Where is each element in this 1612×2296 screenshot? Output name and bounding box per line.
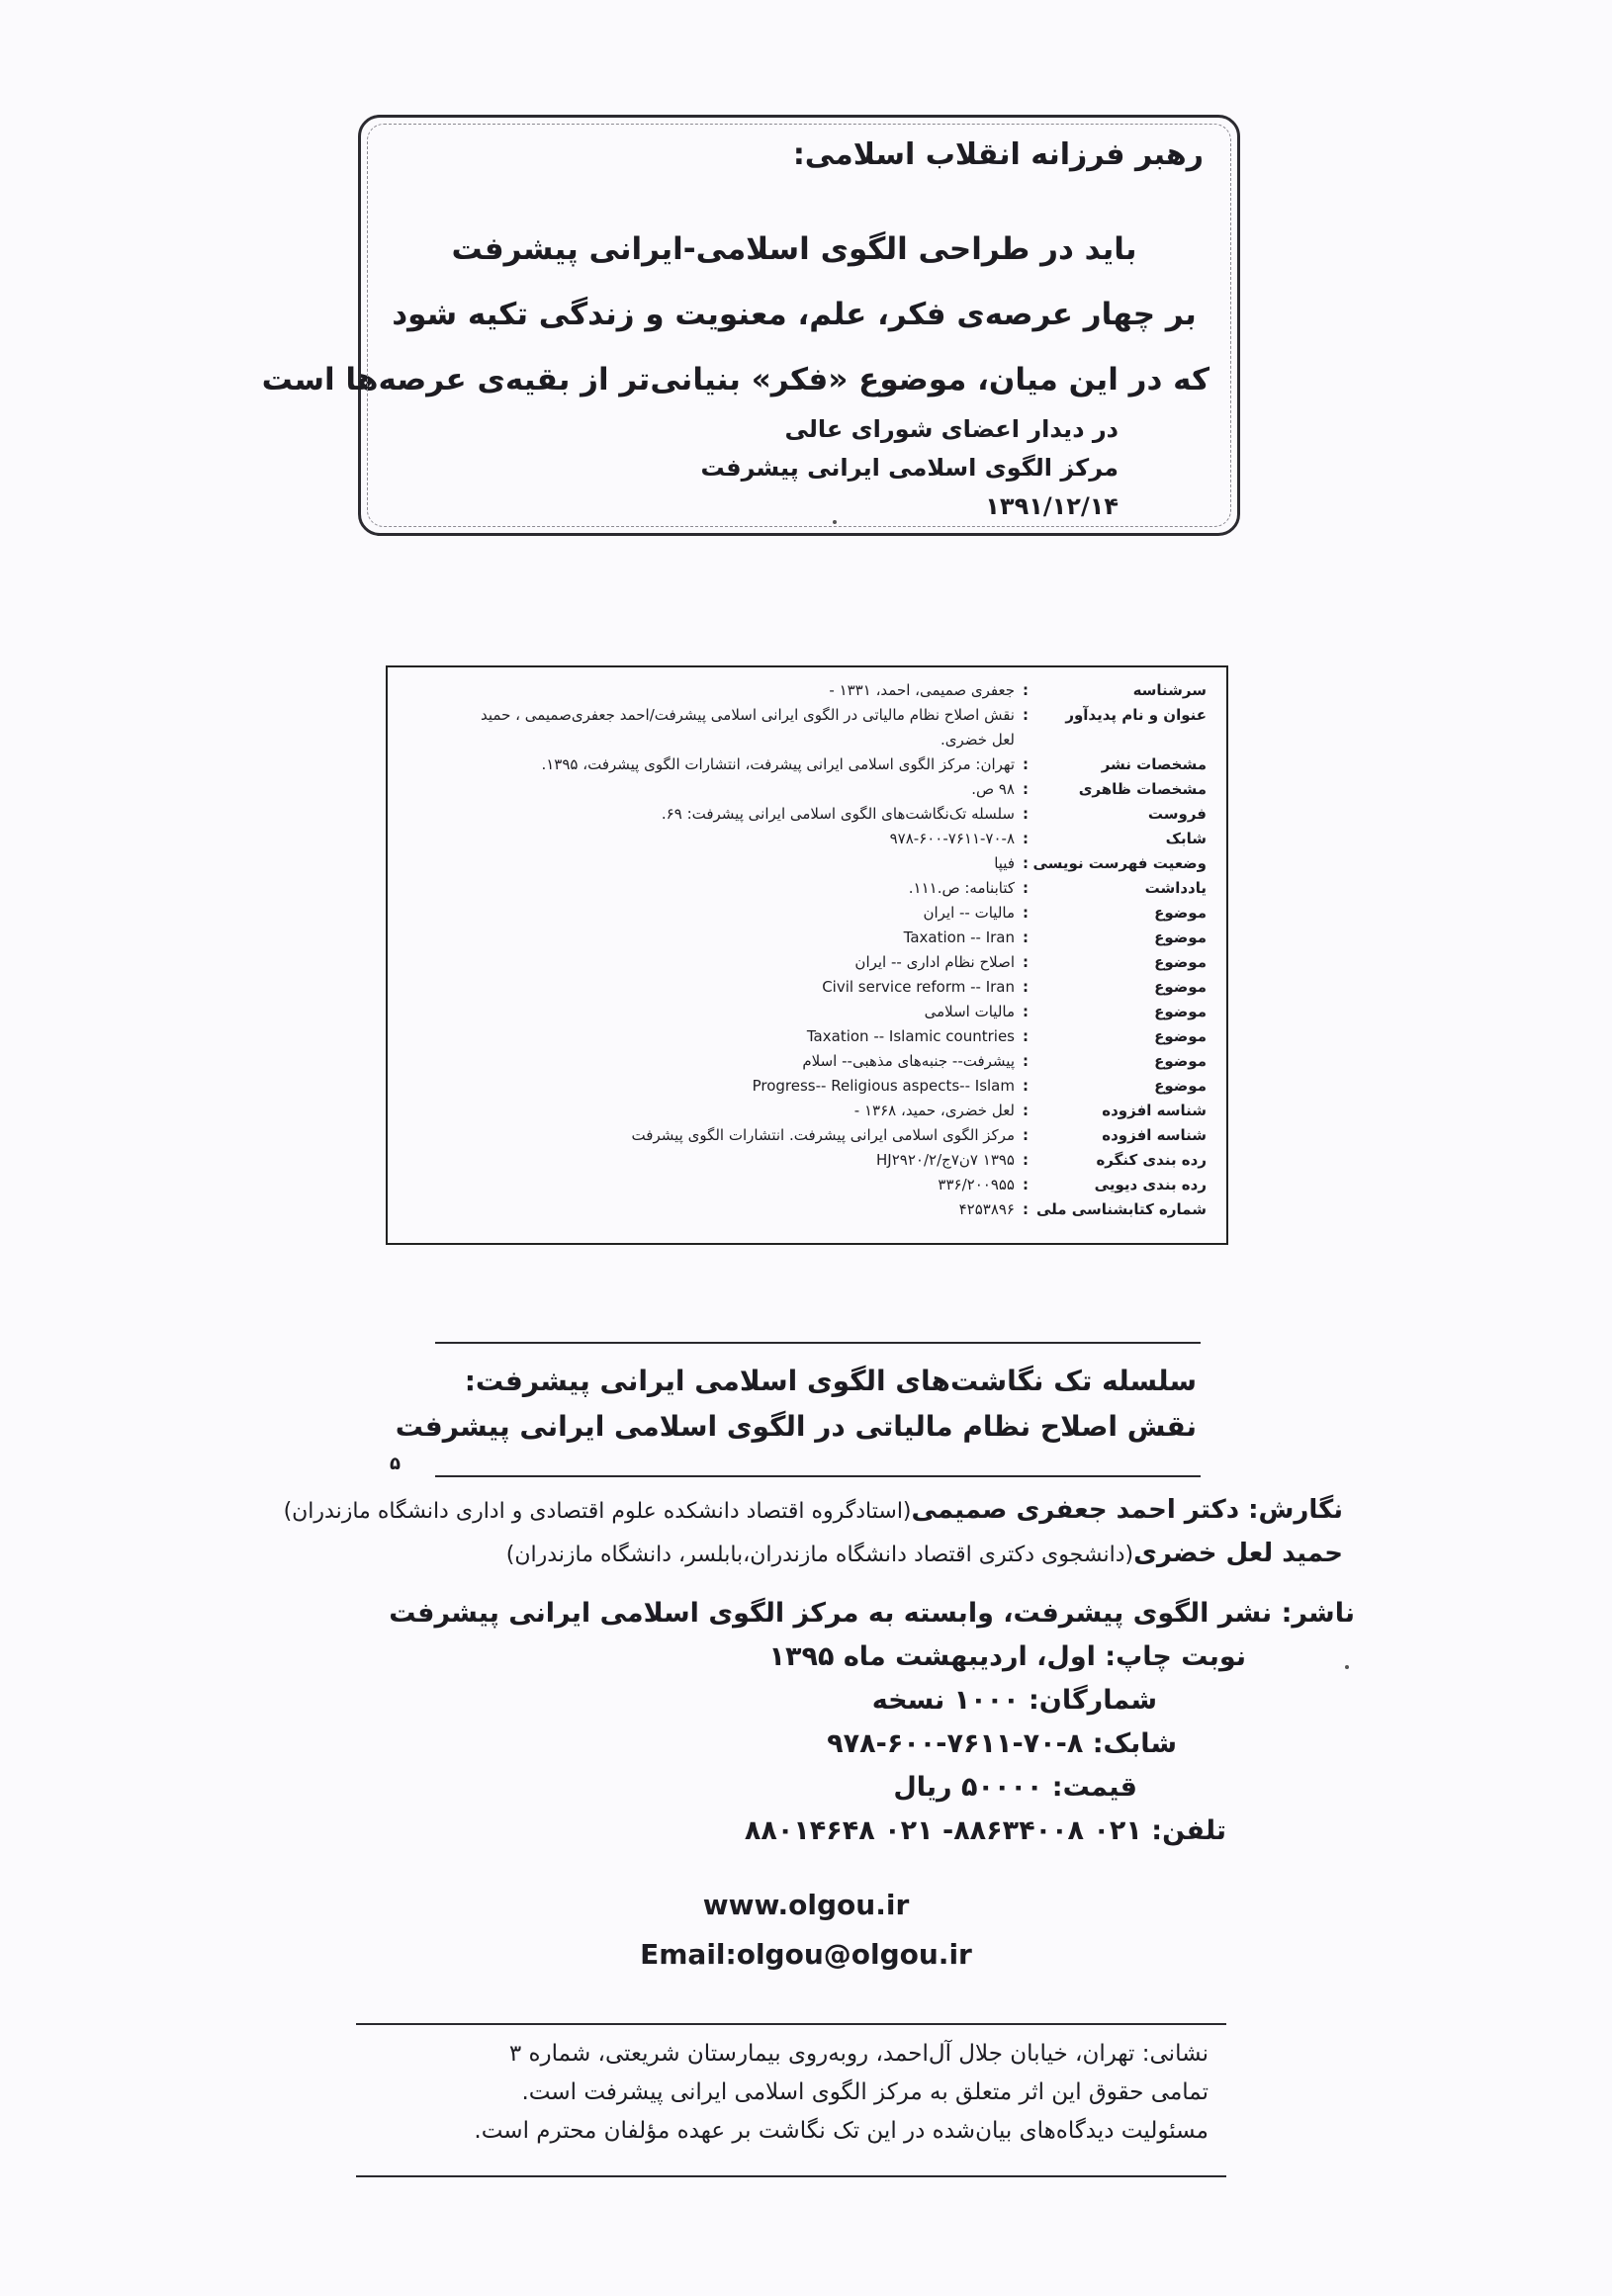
publisher: ناشر: نشر الگوی پیشرفت، وابسته به مرکز الگوی اسلامی ایرانی پیشرفت <box>389 1598 1355 1629</box>
quote-source-line: مرکز الگوی اسلامی ایرانی پیشرفت <box>700 454 1119 482</box>
quote-line: باید در طراحی الگوی اسلامی-ایرانی پیشرفت <box>451 231 1137 267</box>
catalog-row <box>388 928 1226 953</box>
catalog-row <box>388 1126 1226 1151</box>
catalog-row <box>388 854 1226 879</box>
catalog-row <box>388 1052 1226 1077</box>
phone: تلفن: ۰۲۱ ۸۸۶۳۴۰۰۸- ۰۲۱ ۸۸۰۱۴۶۴۸ <box>744 1815 1226 1846</box>
catalog-colon: : <box>1023 1077 1029 1095</box>
catalog-value: نقش اصلاح نظام مالیاتی در الگوی ایرانی اسلامی پیشرفت/احمد جعفری‌صمیمی ، حمید <box>481 706 1015 724</box>
price: قیمت: ۵۰۰۰۰ ریال <box>893 1772 1137 1803</box>
catalog-row <box>388 755 1226 780</box>
catalog-colon: : <box>1023 1126 1029 1144</box>
catalog-label: عنوان و نام پدیدآور <box>1065 706 1207 724</box>
catalog-colon: : <box>1023 830 1029 847</box>
catalog-label: یادداشت <box>1144 879 1207 897</box>
author-affiliation: (دانشجوی دکتری اقتصاد دانشگاه مازندران،بابلسر، دانشگاه مازندران) <box>505 1543 1134 1567</box>
quote-text <box>261 217 1209 412</box>
catalog-row <box>388 879 1226 904</box>
catalog-colon: : <box>1023 1151 1029 1169</box>
author-line <box>255 1489 1343 1533</box>
quote-heading: رهبر فرزانه انقلاب اسلامی: <box>792 137 1204 172</box>
author-affiliation: (استادگروه اقتصاد دانشکده علوم اقتصادی و اداری دانشگاه مازندران) <box>283 1499 912 1524</box>
catalog-value: ۹۷۸-۶۰۰-۷۶۱۱-۷۰-۸ <box>889 830 1015 847</box>
speck <box>1345 1665 1349 1669</box>
catalog-row <box>388 731 1226 755</box>
catalog-colon: : <box>1023 1027 1029 1045</box>
catalog-colon: : <box>1023 904 1029 922</box>
catalog-value: ۹۸ ص. <box>971 780 1015 798</box>
divider <box>356 2175 1226 2177</box>
catalog-value: پیشرفت-- جنبه‌های مذهبی-- اسلام <box>802 1052 1015 1070</box>
catalog-colon: : <box>1023 854 1029 872</box>
catalog-row <box>388 904 1226 928</box>
catalog-value: ۳۳۶/۲۰۰۹۵۵ <box>938 1176 1015 1193</box>
catalog-value: جعفری صمیمی، احمد، ۱۳۳۱ - <box>829 681 1015 699</box>
catalog-value: ۴۲۵۳۸۹۶ <box>958 1200 1015 1218</box>
catalog-colon: : <box>1023 1200 1029 1218</box>
catalog-row <box>388 706 1226 731</box>
catalog-value: ۱۳۹۵ ۷ن۷ج/۲/HJ۲۹۲۰ <box>876 1151 1015 1169</box>
catalog-row <box>388 681 1226 706</box>
series-line: نقش اصلاح نظام مالیاتی در الگوی اسلامی ایرانی پیشرفت <box>395 1410 1197 1443</box>
quote-box <box>261 115 1240 536</box>
catalog-row <box>388 1077 1226 1102</box>
cataloging-box <box>386 665 1228 1245</box>
catalog-colon: : <box>1023 780 1029 798</box>
catalog-value: Civil service reform -- Iran <box>822 978 1015 996</box>
catalog-row <box>388 805 1226 830</box>
divider <box>435 1475 1201 1477</box>
catalog-colon: : <box>1023 879 1029 897</box>
catalog-label: موضوع <box>1154 904 1207 922</box>
catalog-label: مشخصات نشر <box>1101 755 1207 773</box>
catalog-value: مالیات -- ایران <box>923 904 1015 922</box>
catalog-row <box>388 1151 1226 1176</box>
quote-line: که در این میان، موضوع «فکر» بنیانی‌تر از بقیه‌ی عرصه‌ها است <box>261 362 1209 397</box>
catalog-label: شناسه افزوده <box>1102 1126 1207 1144</box>
catalog-label: وضعیت فهرست نویسی <box>1032 854 1207 872</box>
speck <box>833 520 837 524</box>
catalog-label: مشخصات ظاهری <box>1078 780 1207 798</box>
catalog-row <box>388 1027 1226 1052</box>
catalog-colon: : <box>1023 805 1029 823</box>
catalog-row <box>388 953 1226 978</box>
rights-notice: تمامی حقوق این اثر متعلق به مرکز الگوی اسلامی ایرانی پیشرفت است. <box>521 2079 1209 2105</box>
catalog-row <box>388 1200 1226 1225</box>
address: نشانی: تهران، خیابان جلال آل‌احمد، روبه‌روی بیمارستان شریعتی، شماره ۳ <box>508 2041 1209 2067</box>
website-link[interactable]: www.olgou.ir <box>702 1889 910 1921</box>
isbn: شابک: ۸-۷۰-۷۶۱۱-۶۰۰-۹۷۸ <box>827 1728 1177 1759</box>
catalog-row <box>388 1003 1226 1027</box>
catalog-row <box>388 830 1226 854</box>
divider <box>356 2023 1226 2025</box>
catalog-label: فروست <box>1147 805 1207 823</box>
catalog-row <box>388 780 1226 805</box>
quote-line: بر چهار عرصه‌ی فکر، علم، معنویت و زندگی تکیه شود <box>392 297 1197 332</box>
catalog-value: Progress-- Religious aspects-- Islam <box>752 1077 1015 1095</box>
catalog-colon: : <box>1023 681 1029 699</box>
catalog-label: موضوع <box>1154 1052 1207 1070</box>
catalog-label: سرشناسه <box>1132 681 1207 699</box>
catalog-value: مرکز الگوی اسلامی ایرانی پیشرفت. انتشارات الگوی پیشرفت <box>631 1126 1015 1144</box>
catalog-value: مالیات اسلامی <box>924 1003 1015 1020</box>
publication-info <box>257 1592 1355 1853</box>
catalog-colon: : <box>1023 1003 1029 1020</box>
catalog-row <box>388 978 1226 1003</box>
catalog-value: فیپا <box>994 854 1015 872</box>
catalog-label: موضوع <box>1154 978 1207 996</box>
catalog-colon: : <box>1023 1052 1029 1070</box>
page-number: ۵ <box>390 1454 401 1474</box>
footer <box>318 2035 1209 2151</box>
catalog-colon: : <box>1023 1102 1029 1119</box>
catalog-label: شماره کتابشناسی ملی <box>1035 1200 1207 1218</box>
divider <box>435 1342 1201 1344</box>
edition: نوبت چاپ: اول، اردیبهشت ماه ۱۳۹۵ <box>768 1641 1246 1672</box>
email-link[interactable]: Email:olgou@olgou.ir <box>640 1938 972 1971</box>
catalog-value: لعل خضری. <box>940 731 1015 749</box>
catalog-label: شابک <box>1165 830 1207 847</box>
print-run: شمارگان: ۱۰۰۰ نسخه <box>871 1685 1157 1716</box>
series-line: سلسله تک نگاشت‌های الگوی اسلامی ایرانی پیشرفت: <box>464 1365 1197 1397</box>
author-line <box>255 1533 1343 1576</box>
quote-source-line: در دیدار اعضای شورای عالی <box>784 415 1119 443</box>
catalog-label: موضوع <box>1154 1077 1207 1095</box>
catalog-colon: : <box>1023 928 1029 946</box>
catalog-label: رده بندی دیویی <box>1094 1176 1207 1193</box>
catalog-colon: : <box>1023 755 1029 773</box>
responsibility-notice: مسئولیت دیدگاه‌های بیان‌شده در این تک نگاشت بر عهده مؤلفان محترم است. <box>474 2118 1209 2144</box>
author-name: حمید لعل خضری <box>1133 1539 1343 1568</box>
catalog-colon: : <box>1023 978 1029 996</box>
catalog-value: تهران: مرکز الگوی اسلامی ایرانی پیشرفت، انتشارات الگوی پیشرفت، ۱۳۹۵. <box>541 755 1015 773</box>
catalog-label: رده بندی کنگره <box>1096 1151 1207 1169</box>
catalog-value: کتابنامه: ص.۱۱۱. <box>908 879 1015 897</box>
catalog-row <box>388 1176 1226 1200</box>
catalog-value: Taxation -- Islamic countries <box>806 1027 1015 1045</box>
catalog-label: شناسه افزوده <box>1102 1102 1207 1119</box>
catalog-label: موضوع <box>1154 1027 1207 1045</box>
quote-source <box>701 410 1119 526</box>
catalog-value: Taxation -- Iran <box>903 928 1015 946</box>
catalog-value: لعل خضری، حمید، ۱۳۶۸ - <box>853 1102 1015 1119</box>
catalog-value: سلسله تک‌نگاشت‌های الگوی اسلامی ایرانی پیشرفت: ۶۹. <box>661 805 1015 823</box>
catalog-colon: : <box>1023 706 1029 724</box>
catalog-colon: : <box>1023 953 1029 971</box>
catalog-label: موضوع <box>1154 953 1207 971</box>
credits <box>255 1489 1343 1576</box>
quote-date: ۱۳۹۱/۱۲/۱۴ <box>985 492 1119 520</box>
catalog-colon: : <box>1023 1176 1029 1193</box>
series-title <box>395 1359 1197 1450</box>
catalog-value: اصلاح نظام اداری -- ایران <box>854 953 1015 971</box>
author-name: نگارش: دکتر احمد جعفری صمیمی <box>911 1495 1343 1525</box>
catalog-label: موضوع <box>1154 1003 1207 1020</box>
catalog-row <box>388 1102 1226 1126</box>
catalog-label: موضوع <box>1154 928 1207 946</box>
